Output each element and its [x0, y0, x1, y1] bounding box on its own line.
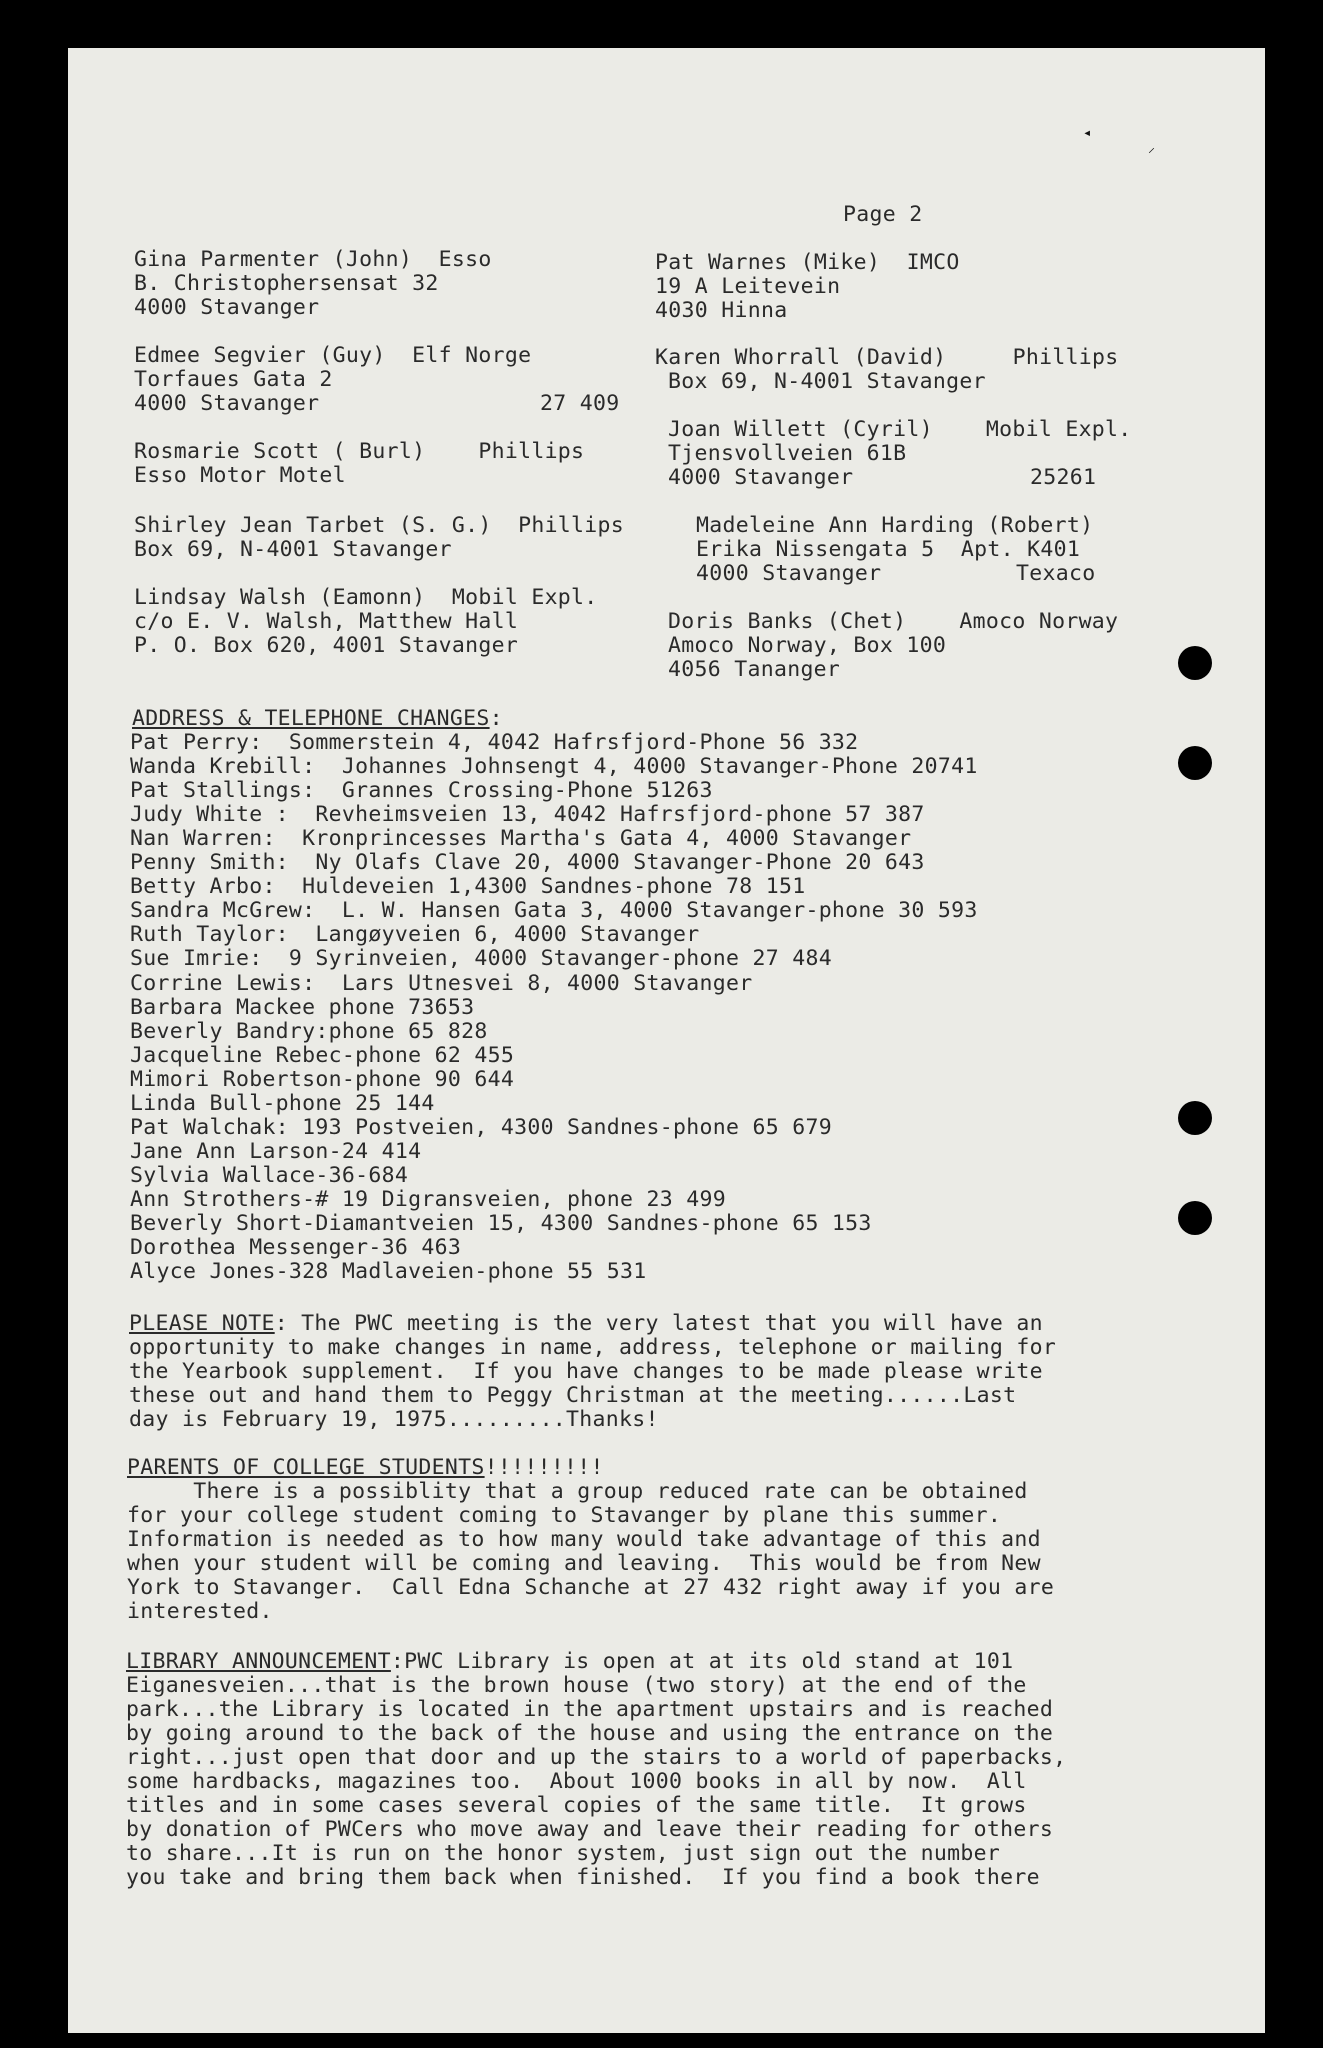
address-line: 4056 Tananger — [668, 657, 841, 682]
parents-heading: PARENTS OF COLLEGE STUDENTS — [127, 1455, 485, 1480]
address-line: Joan Willett (Cyril) Mobil Expl. — [668, 417, 1132, 442]
library-line: Eiganesveien...that is the brown house (two story) at the end of the — [126, 1673, 1027, 1698]
phone-number: 25261 — [1030, 465, 1097, 490]
address-line: 4000 Stavanger — [134, 391, 320, 416]
parents-line: York to Stavanger. Call Edna Schanche at 27 432 right away if you are — [127, 1575, 1055, 1600]
change-entry: Ruth Taylor: Langøyveien 6, 4000 Stavanger — [130, 922, 700, 948]
change-entry: Pat Perry: Sommerstein 4, 4042 Hafrsfjord-Phone 56 332 — [130, 730, 859, 755]
library-line: to share...It is run on the honor system, just sign out the number — [126, 1841, 1001, 1866]
change-entry: Judy White : Revheimsveien 13, 4042 Hafrsfjord-phone 57 387 — [130, 802, 925, 828]
library-line — [126, 1650, 1013, 1674]
address-line: Erika Nissengata 5 Apt. K401 — [696, 537, 1081, 562]
address-line: Torfaues Gata 2 — [134, 367, 333, 392]
binder-hole — [1178, 646, 1212, 680]
address-line: c/o E. V. Walsh, Matthew Hall — [134, 609, 519, 634]
address-line: Madeleine Ann Harding (Robert) — [696, 513, 1094, 538]
change-entry: Nan Warren: Kronprincesses Martha's Gata 4, 4000 Stavanger — [130, 826, 912, 852]
address-line: Karen Whorrall (David) Phillips — [655, 345, 1119, 370]
address-line: 4000 Stavanger — [696, 561, 882, 586]
library-line: by donation of PWCers who move away and leave their reading for others — [126, 1817, 1054, 1842]
page-number: Page 2 — [843, 202, 923, 227]
address-line: Box 69, N-4001 Stavanger — [134, 537, 452, 562]
address-line: Edmee Segvier (Guy) Elf Norge — [134, 343, 532, 368]
company-label: Texaco — [1016, 561, 1096, 586]
address-line: Shirley Jean Tarbet (S. G.) Phillips — [134, 513, 625, 538]
note-line-text: : The PWC meeting is the very latest that you will have an — [274, 1311, 1043, 1336]
address-line: Doris Banks (Chet) Amoco Norway — [668, 609, 1119, 634]
address-line: Tjensvollveien 61B — [668, 441, 907, 466]
address-line: Lindsay Walsh (Eamonn) Mobil Expl. — [134, 585, 598, 610]
address-line: 4000 Stavanger — [134, 295, 320, 320]
note-line: day is February 19, 1975.........Thanks! — [129, 1407, 659, 1432]
library-line: some hardbacks, magazines too. About 1000 books in all by now. All — [126, 1769, 1027, 1794]
address-line: Box 69, N-4001 Stavanger — [668, 369, 986, 394]
changes-heading-text: ADDRESS & TELEPHONE CHANGES — [132, 706, 490, 731]
address-line: B. Christophersensat 32 — [134, 271, 439, 296]
stray-mark: ⸝ — [1148, 140, 1155, 156]
library-line: you take and bring them back when finished. If you find a book there — [126, 1865, 1040, 1890]
change-entry: Corrine Lewis: Lars Utnesvei 8, 4000 Stavanger — [130, 970, 753, 996]
change-entry: Mimori Robertson-phone 90 644 — [130, 1066, 515, 1092]
library-line-text: :PWC Library is open at at its old stand at 101 — [390, 1649, 1014, 1674]
change-entry: Beverly Bandry:phone 65 828 — [130, 1018, 488, 1044]
change-entry: Barbara Mackee phone 73653 — [130, 994, 475, 1020]
address-line: Amoco Norway, Box 100 — [668, 633, 947, 658]
change-entry: Jane Ann Larson-24 414 — [130, 1138, 422, 1164]
library-line: titles and in some cases several copies of the same title. It grows — [126, 1793, 1027, 1818]
change-entry: Linda Bull-phone 25 144 — [130, 1090, 435, 1116]
library-heading: LIBRARY ANNOUNCEMENT — [126, 1649, 391, 1674]
change-entry: Betty Arbo: Huldeveien 1,4300 Sandnes-phone 78 151 — [130, 874, 806, 900]
change-entry: Ann Strothers-# 19 Digransveien, phone 23 499 — [130, 1186, 726, 1212]
library-line: park...the Library is located in the apartment upstairs and is reached — [126, 1697, 1054, 1722]
address-line: Pat Warnes (Mike) IMCO — [655, 250, 960, 275]
note-line: opportunity to make changes in name, address, telephone or mailing for — [129, 1335, 1057, 1360]
change-entry: Dorothea Messenger-36 463 — [130, 1235, 462, 1261]
stray-mark: ◂ — [1083, 125, 1092, 141]
note-heading: PLEASE NOTE — [129, 1311, 275, 1336]
parents-exclaim: !!!!!!!!! — [484, 1455, 604, 1480]
library-line: right...just open that door and up the stairs to a world of paperbacks, — [126, 1745, 1067, 1770]
change-entry: Alyce Jones-328 Madlaveien-phone 55 531 — [130, 1259, 647, 1285]
note-line: the Yearbook supplement. If you have changes to be made please write — [129, 1359, 1043, 1384]
library-line: by going around to the back of the house and using the entrance on the — [126, 1721, 1054, 1746]
changes-heading — [132, 707, 503, 731]
change-entry: Sue Imrie: 9 Syrinveien, 4000 Stavanger-phone 27 484 — [130, 946, 832, 972]
change-entry: Wanda Krebill: Johannes Johnsengt 4, 4000 Stavanger-Phone 20741 — [130, 754, 978, 780]
address-line: 4000 Stavanger — [668, 465, 854, 490]
binder-hole — [1178, 1101, 1212, 1135]
binder-hole — [1178, 746, 1212, 780]
address-line: Rosmarie Scott ( Burl) Phillips — [134, 439, 585, 464]
parents-line: Information is needed as to how many would take advantage of this and — [127, 1527, 1041, 1552]
parents-line: There is a possiblity that a group reduced rate can be obtained — [127, 1479, 1028, 1504]
address-line: 19 A Leitevein — [655, 274, 841, 299]
change-entry: Sandra McGrew: L. W. Hansen Gata 3, 4000 Stavanger-phone 30 593 — [130, 898, 978, 924]
address-line: Gina Parmenter (John) Esso — [134, 247, 492, 272]
changes-heading-colon: : — [489, 706, 503, 731]
address-line: P. O. Box 620, 4001 Stavanger — [134, 633, 519, 658]
note-line: these out and hand them to Peggy Christman at the meeting......Last — [129, 1383, 1017, 1408]
change-entry: Sylvia Wallace-36-684 — [130, 1162, 409, 1188]
parents-line: for your college student coming to Stavanger by plane this summer. — [127, 1503, 1002, 1528]
change-entry: Beverly Short-Diamantveien 15, 4300 Sandnes-phone 65 153 — [130, 1211, 872, 1236]
binder-hole — [1178, 1201, 1212, 1235]
parents-heading-line — [127, 1456, 604, 1480]
parents-line: when your student will be coming and leaving. This would be from New — [127, 1551, 1041, 1576]
change-entry: Jacqueline Rebec-phone 62 455 — [130, 1042, 515, 1068]
change-entry: Pat Stallings: Grannes Crossing-Phone 51263 — [130, 778, 713, 804]
address-line: 4030 Hinna — [655, 298, 788, 323]
change-entry: Penny Smith: Ny Olafs Clave 20, 4000 Stavanger-Phone 20 643 — [130, 850, 925, 876]
note-line — [129, 1312, 1043, 1336]
change-entry: Pat Walchak: 193 Postveien, 4300 Sandnes-phone 65 679 — [130, 1114, 832, 1140]
phone-number: 27 409 — [540, 391, 620, 416]
parents-line: interested. — [127, 1599, 273, 1624]
address-line: Esso Motor Motel — [134, 463, 346, 488]
